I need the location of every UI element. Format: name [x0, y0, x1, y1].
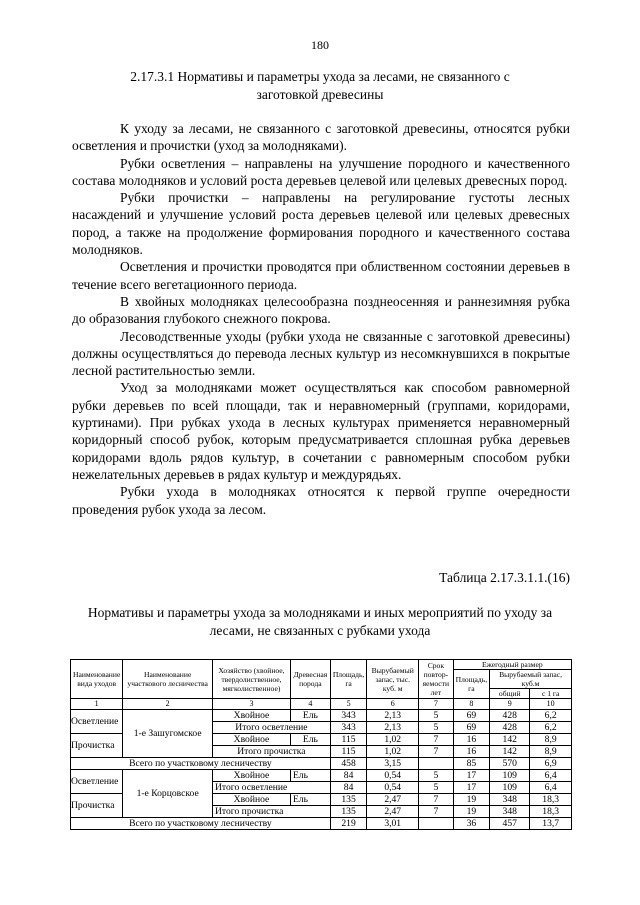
- cell-area: 135: [330, 806, 367, 818]
- cell-type: Осветление: [71, 770, 123, 794]
- cell-annual-total: 428: [490, 710, 530, 722]
- column-number: 4: [290, 699, 330, 710]
- cell-species: Ель: [290, 770, 330, 782]
- cell-area: 135: [330, 794, 367, 806]
- table-number: Таблица 2.17.3.1.1.(16): [439, 570, 570, 585]
- column-number: 5: [330, 699, 367, 710]
- cell-annual-total: 570: [490, 758, 530, 770]
- cell-annual-total: 109: [490, 770, 530, 782]
- paragraph: Рубки прочистки – направлены на регулирование густоты лесных насаждений и улучшение условий роста деревьев целевой или целевых древесных пород, а также на продолжение формирования породного и качественного состава молодняков.: [72, 190, 570, 258]
- cell-area: 343: [330, 710, 367, 722]
- cell-forestry: 1-е Корцовское: [123, 770, 213, 818]
- cell-period: 5: [419, 710, 454, 722]
- header-annual-area: Площадь, га: [453, 670, 490, 699]
- paragraph: Лесоводственные уходы (рубки ухода не связанные с заготовкой древесины) должны осуществляться до перевода лесных культур из несомкнувшихся в покрытые лесной растительностью земли.: [72, 328, 570, 379]
- page-number: 180: [311, 38, 329, 52]
- cell-total-label: Всего по участковому лесничеству: [71, 818, 331, 830]
- header-forestry: Наименование участкового лесничества: [123, 660, 213, 699]
- cell-annual-area: 17: [453, 782, 490, 794]
- cell-farm: Хвойное: [213, 710, 291, 722]
- cell-annual-total: 142: [490, 734, 530, 746]
- paragraph: В хвойных молодняках целесообразна позднеосенняя и раннезимняя рубка до образования глубокого снежного покрова.: [72, 293, 570, 327]
- paragraph: К уходу за лесами, не связанного с заготовкой древесины, относятся рубки осветления и прочистки (уход за молодняками).: [72, 121, 570, 154]
- cell-species: Ель: [290, 734, 330, 746]
- cell-species: Ель: [290, 710, 330, 722]
- cell-annual-per-ha: 13,7: [530, 818, 572, 830]
- paragraph: Уход за молодняками может осуществляться как способом равномерной рубки деревьев по всей площади, так и неравномерный (группами, коридорами, куртинами). При рубках ухода в лесных культурах применяется неравномерный коридорный способ рубок, которым предусматривается сплошная рубка деревьев коридорами вдоль рядов культур, в сочетании с равномерным способом рубки нежелательных деревьев в рядах культур и междурядьях.: [72, 380, 570, 482]
- cell-annual-area: 85: [453, 758, 490, 770]
- cell-farm: Хвойное: [213, 794, 291, 806]
- cell-annual-per-ha: 6,2: [530, 722, 572, 734]
- cell-annual-area: 16: [453, 746, 490, 758]
- column-number: 8: [453, 699, 490, 710]
- cell-annual-total: 109: [490, 782, 530, 794]
- paragraph: Осветления и прочистки проводятся при облиственном состоянии деревьев в течение всего вегетационного периода.: [72, 259, 570, 292]
- table-title: Нормативы и параметры ухода за молодняками и иных мероприятий по уходу за лесами, не связанных с рубками ухода: [87, 605, 553, 638]
- cell-annual-area: 69: [453, 710, 490, 722]
- cell-annual-per-ha: 6,4: [530, 782, 572, 794]
- cell-period: 7: [419, 746, 454, 758]
- cell-annual-area: 19: [453, 794, 490, 806]
- cell-annual-area: 69: [453, 722, 490, 734]
- paragraph: Рубки осветления – направлены на улучшение породного и качественного состава молодняков и условий роста деревьев целевой или целевых древесных пород.: [72, 155, 570, 188]
- header-period: Срок повтор-яемости лет: [419, 660, 454, 699]
- cell-type: Осветление: [71, 710, 123, 734]
- cell-annual-total: 142: [490, 746, 530, 758]
- cell-period: 7: [419, 806, 454, 818]
- cell-area: 343: [330, 722, 367, 734]
- cell-annual-total: 428: [490, 722, 530, 734]
- column-number: 1: [71, 699, 123, 710]
- cell-annual-total: 457: [490, 818, 530, 830]
- cell-area: 458: [330, 758, 367, 770]
- cell-stock: 2,47: [367, 806, 419, 818]
- cell-type: Прочистка: [71, 734, 123, 758]
- cell-annual-per-ha: 6,4: [530, 770, 572, 782]
- norms-table: [70, 659, 572, 830]
- header-total: общий: [490, 689, 530, 699]
- cell-annual-area: 16: [453, 734, 490, 746]
- column-number: 10: [530, 699, 572, 710]
- header-annual-stock: Вырубаемый запас, куб.м: [490, 670, 572, 689]
- column-number: 7: [419, 699, 454, 710]
- header-species: Древесная порода: [290, 660, 330, 699]
- cell-type: Прочистка: [71, 794, 123, 818]
- section-title: 2.17.3.1 Нормативы и параметры ухода за лесами, не связанного с заготовкой древесины: [130, 69, 510, 102]
- cell-annual-per-ha: 8,9: [530, 734, 572, 746]
- cell-species: Ель: [290, 794, 330, 806]
- cell-area: 115: [330, 746, 367, 758]
- header-type: Наименование вида уходов: [71, 660, 123, 699]
- cell-total-label: Всего по участковому лесничеству: [71, 758, 331, 770]
- header-farm: Хозяйство (хвойное, твердолиственное, мягколиственное): [213, 660, 291, 699]
- cell-annual-per-ha: 18,3: [530, 794, 572, 806]
- cell-period: [419, 818, 454, 830]
- header-stock: Вырубаемый запас, тыс. куб. м: [367, 660, 419, 699]
- table-row: [71, 770, 572, 782]
- cell-area: 115: [330, 734, 367, 746]
- header-area: Площадь, га: [330, 660, 367, 699]
- cell-period: 7: [419, 794, 454, 806]
- cell-area: 219: [330, 818, 367, 830]
- cell-stock: 1,02: [367, 734, 419, 746]
- cell-stock: 1,02: [367, 746, 419, 758]
- cell-stock: 0,54: [367, 770, 419, 782]
- column-number: 6: [367, 699, 419, 710]
- cell-annual-per-ha: 6,2: [530, 710, 572, 722]
- cell-period: 5: [419, 722, 454, 734]
- cell-subtotal-label: Итого осветление: [213, 722, 331, 734]
- cell-period: 7: [419, 734, 454, 746]
- cell-subtotal-label: Итого прочистка: [213, 746, 331, 758]
- cell-period: [419, 758, 454, 770]
- table-total-row: [71, 758, 572, 770]
- cell-annual-per-ha: 18,3: [530, 806, 572, 818]
- column-number: 3: [213, 699, 291, 710]
- cell-stock: 0,54: [367, 782, 419, 794]
- cell-stock: 2,47: [367, 794, 419, 806]
- cell-forestry: 1-е Зашугомское: [123, 710, 213, 758]
- table-total-row: [71, 818, 572, 830]
- cell-period: 5: [419, 770, 454, 782]
- header-per-ha: с 1 га: [530, 689, 572, 699]
- cell-annual-area: 19: [453, 806, 490, 818]
- cell-farm: Хвойное: [213, 770, 291, 782]
- cell-period: 5: [419, 782, 454, 794]
- cell-subtotal-label: Итого осветление: [213, 782, 331, 794]
- cell-annual-per-ha: 6,9: [530, 758, 572, 770]
- cell-annual-area: 36: [453, 818, 490, 830]
- cell-subtotal-label: Итого прочистка: [213, 806, 331, 818]
- cell-stock: 2,13: [367, 722, 419, 734]
- cell-annual-total: 348: [490, 794, 530, 806]
- table-row: [71, 710, 572, 722]
- cell-annual-per-ha: 8,9: [530, 746, 572, 758]
- cell-stock: 2,13: [367, 710, 419, 722]
- cell-farm: Хвойное: [213, 734, 291, 746]
- body-text: [72, 120, 570, 518]
- cell-stock: 3,01: [367, 818, 419, 830]
- cell-stock: 3,15: [367, 758, 419, 770]
- cell-area: 84: [330, 770, 367, 782]
- cell-area: 84: [330, 782, 367, 794]
- cell-annual-total: 348: [490, 806, 530, 818]
- header-annual: Ежегодный размер: [453, 660, 571, 670]
- column-number: 9: [490, 699, 530, 710]
- column-number: 2: [123, 699, 213, 710]
- paragraph: Рубки ухода в молодняках относятся к первой группе очередности проведения рубок ухода за лесом.: [72, 484, 570, 517]
- cell-annual-area: 17: [453, 770, 490, 782]
